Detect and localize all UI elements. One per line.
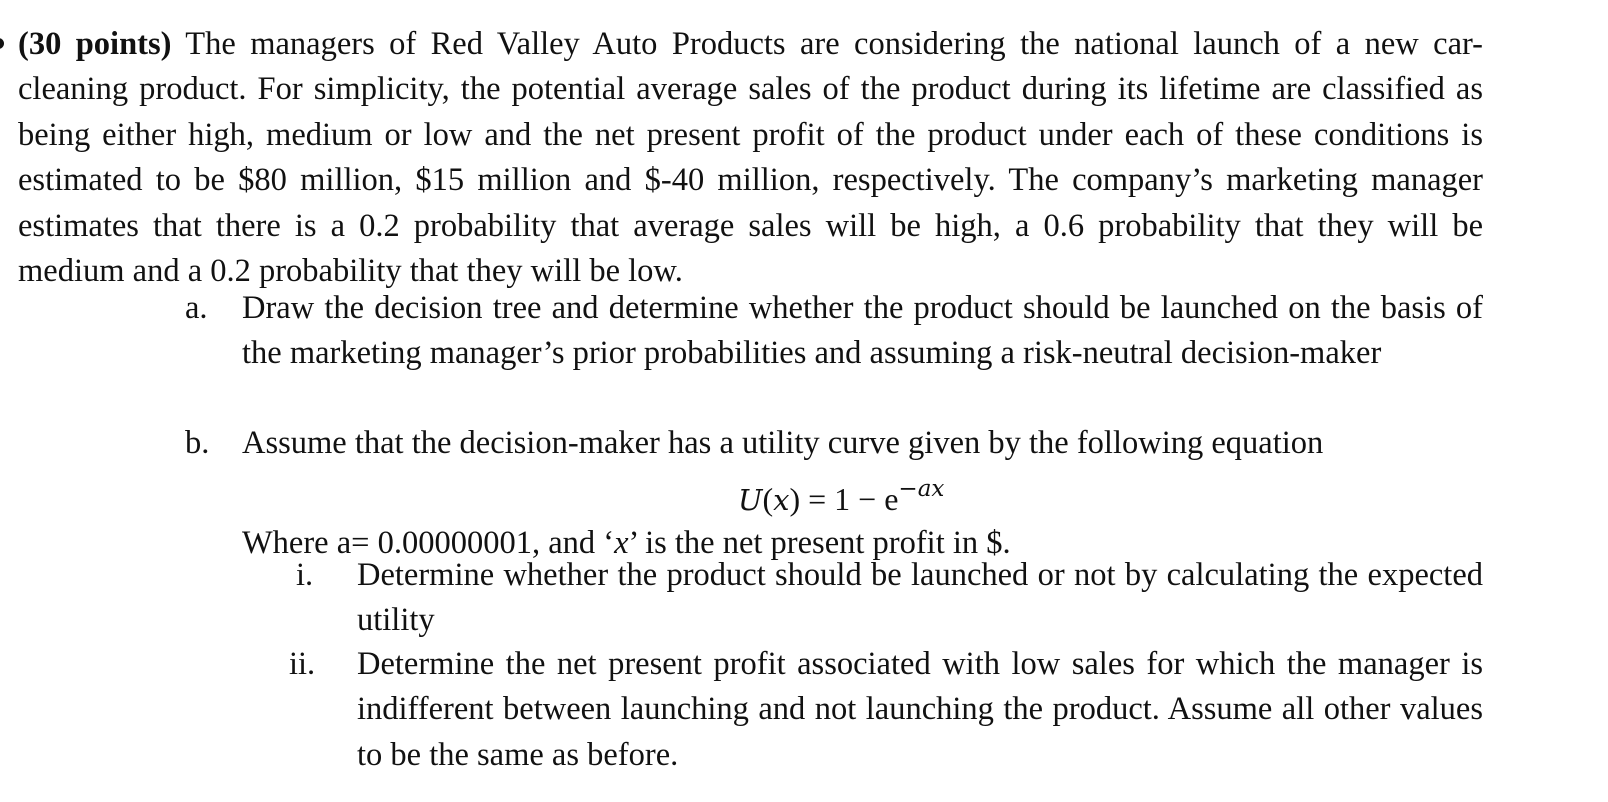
eq-exponent: −ax <box>898 476 945 502</box>
part-b-text: Assume that the decision-maker has a utility curve given by the following equation <box>242 425 1324 461</box>
points-label: (30 points) <box>18 26 172 62</box>
list-bullet <box>0 38 4 49</box>
eq-variable: x <box>773 483 790 517</box>
question-intro <box>18 22 1483 294</box>
sub-ii-text: Determine the net present profit associated with low sales for which the manager is indifferent between launching and not launching the product. Assume all other values to be the same as before. <box>357 646 1483 773</box>
eq-function: U <box>738 483 763 517</box>
where-suffix: ’ is the net present profit in $. <box>628 525 1011 561</box>
intro-text: The managers of Red Valley Auto Products are considering the national launch of a new car-cleaning product. For simplicity, the potential average sales of the product during its lifetime are classified as being either high, medium or low and the net present profit of the product under each of these conditions is estimated to be $80 million, $15 million and $-40 million, respectively. The company’s marketing manager estimates that there is a 0.2 probability that average sales will be high, a 0.6 probability that they will be medium and a 0.2 probability that they will be low. <box>18 26 1483 290</box>
part-b-marker: b. <box>185 425 210 461</box>
utility-equation: $U(x) = 1 - e^{-ax}$ <box>738 476 945 517</box>
sub-i-marker: i. <box>296 557 314 593</box>
where-prefix: Where a= 0.00000001, and ‘ <box>242 525 615 561</box>
eq-rhs: = 1 − e <box>808 481 899 517</box>
part-a-text: Draw the decision tree and determine whether the product should be launched on the basis of the marketing manager’s prior probabilities and assuming a risk-neutral decision-maker <box>242 290 1483 372</box>
part-a-marker: a. <box>185 290 208 326</box>
where-variable: x <box>614 525 629 561</box>
sub-ii-marker: ii. <box>289 646 316 682</box>
sub-i-text: Determine whether the product should be launched or not by calculating the expected utility <box>357 557 1483 639</box>
